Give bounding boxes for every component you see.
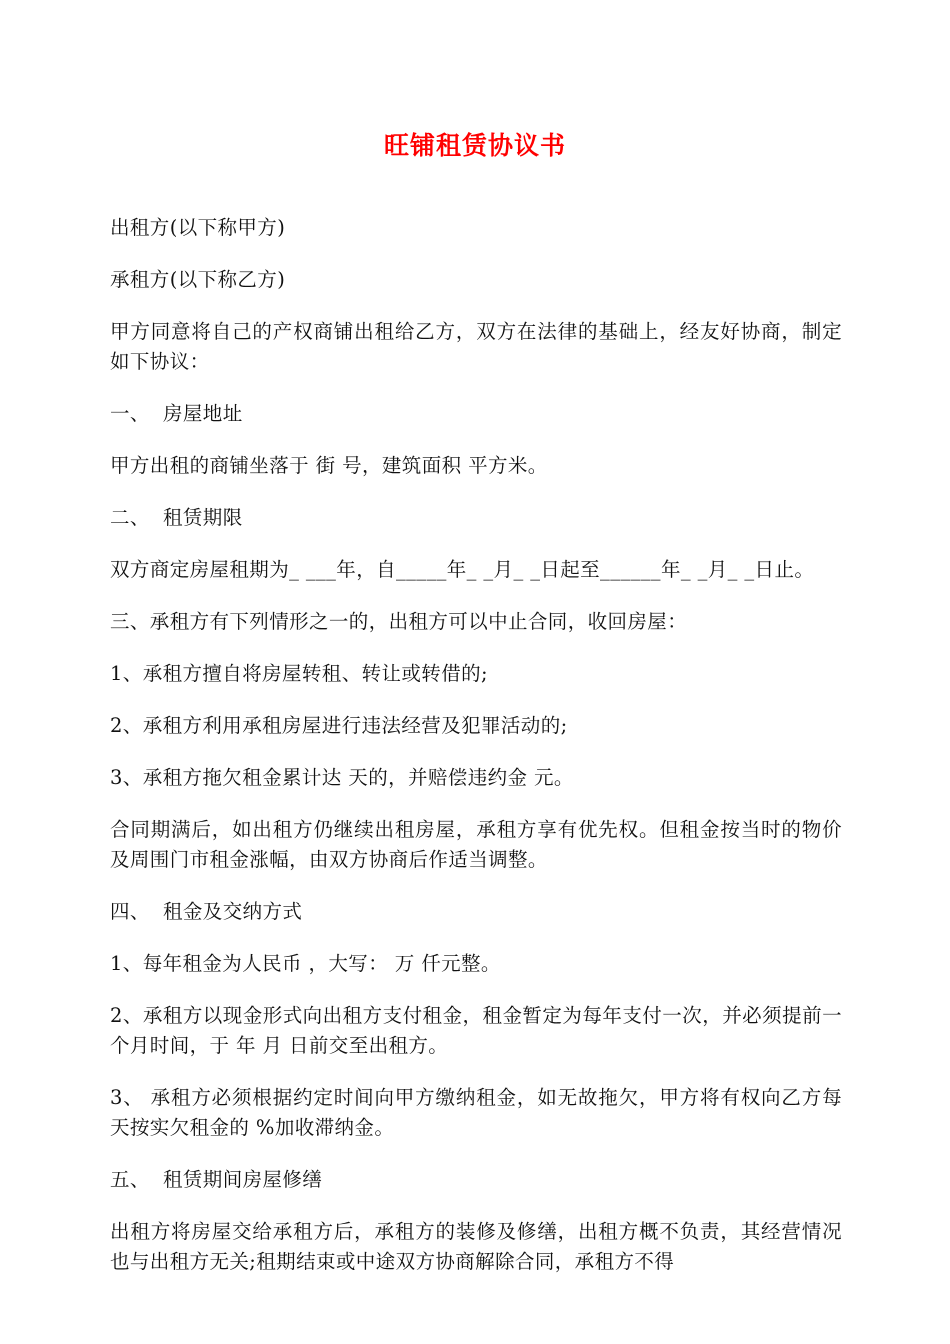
clause-termination-1: 1、承租方擅自将房屋转租、转让或转借的; xyxy=(110,662,488,685)
document-title: 旺铺租赁协议书 xyxy=(383,131,566,160)
section-heading-address: 一、 房屋地址 xyxy=(110,402,243,425)
section-heading-rent: 四、 租金及交纳方式 xyxy=(110,900,303,923)
paragraph-lessor: 出租方(以下称甲方) xyxy=(110,216,286,239)
clause-rent-1: 1、每年租金为人民币 ，大写： 万 仟元整。 xyxy=(110,952,501,975)
clause-rent-3: 3、 承租方必须根据约定时间向甲方缴纳租金，如无故拖欠，甲方将有权向乙方每天按实欠租金的 %加收滞纳金。 xyxy=(110,1086,842,1139)
paragraph-lessee: 承租方(以下称乙方) xyxy=(110,268,286,291)
clause-termination-3: 3、承租方拖欠租金累计达 天的，并赔偿违约金 元。 xyxy=(110,766,574,789)
paragraph-intro: 甲方同意将自己的产权商铺出租给乙方，双方在法律的基础上，经友好协商，制定如下协议： xyxy=(110,320,842,373)
clause-termination-2: 2、承租方利用承租房屋进行违法经营及犯罪活动的; xyxy=(110,714,568,737)
paragraph-term: 双方商定房屋租期为_ ___年，自_____年_ _月_ _日起至______年_ _月_ _日止。 xyxy=(110,558,815,581)
section-heading-term: 二、 租赁期限 xyxy=(110,506,243,529)
paragraph-address: 甲方出租的商铺坐落于 街 号，建筑面积 平方米。 xyxy=(110,454,548,477)
section-heading-repairs: 五、 租赁期间房屋修缮 xyxy=(110,1168,323,1191)
paragraph-repairs: 出租方将房屋交给承租方后，承租方的装修及修缮，出租方概不负责，其经营情况也与出租方无关;租期结束或中途双方协商解除合同，承租方不得 xyxy=(110,1220,842,1273)
document-body xyxy=(110,213,842,1299)
clause-rent-2: 2、承租方以现金形式向出租方支付租金，租金暂定为每年支付一次，并必须提前一个月时间，于 年 月 日前交至出租方。 xyxy=(110,1004,842,1057)
paragraph-renewal: 合同期满后，如出租方仍继续出租房屋，承租方享有优先权。但租金按当时的物价及周围门市租金涨幅，由双方协商后作适当调整。 xyxy=(110,818,842,871)
section-heading-termination: 三、承租方有下列情形之一的，出租方可以中止合同，收回房屋： xyxy=(110,610,688,633)
